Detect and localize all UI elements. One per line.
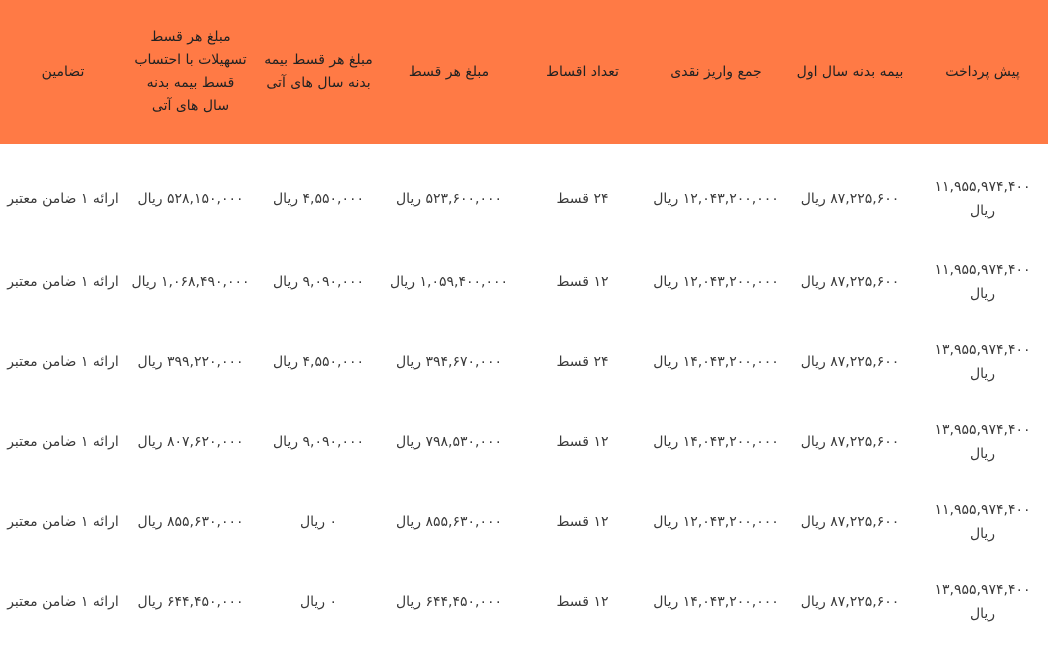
cell-installment-count: ۲۴ قسط bbox=[556, 191, 609, 207]
table-row bbox=[0, 562, 1048, 642]
cell-facility-installment: ۸۵۵,۶۳۰,۰۰۰ ریال bbox=[137, 514, 244, 530]
cell-total-cash-deposit: ۱۲,۰۴۳,۲۰۰,۰۰۰ ریال bbox=[653, 191, 779, 207]
cell-insurance-installment: ۹,۰۹۰,۰۰۰ ریال bbox=[272, 434, 365, 450]
header-installment-count: تعداد اقساط bbox=[546, 63, 619, 80]
header-facility-installment: مبلغ هر قسط تسهیلات با احتساب قسط بیمه بدنه سال های آتی bbox=[134, 29, 247, 114]
cell-first-year-insurance: ۸۷,۲۲۵,۶۰۰ ریال bbox=[800, 354, 900, 370]
cell-installment-amount: ۱,۰۵۹,۴۰۰,۰۰۰ ریال bbox=[389, 274, 509, 290]
cell-first-year-insurance: ۸۷,۲۲۵,۶۰۰ ریال bbox=[800, 594, 900, 610]
cell-insurance-installment: ۰ ریال bbox=[299, 514, 338, 530]
cell-installment-amount: ۵۲۳,۶۰۰,۰۰۰ ریال bbox=[395, 191, 503, 207]
cell-guarantees: ارائه ۱ ضامن معتبر bbox=[7, 594, 119, 610]
cell-facility-installment: ۶۴۴,۴۵۰,۰۰۰ ریال bbox=[137, 594, 244, 610]
cell-total-cash-deposit: ۱۴,۰۴۳,۲۰۰,۰۰۰ ریال bbox=[653, 434, 779, 450]
cell-guarantees: ارائه ۱ ضامن معتبر bbox=[7, 514, 119, 530]
cell-total-cash-deposit: ۱۴,۰۴۳,۲۰۰,۰۰۰ ریال bbox=[653, 354, 779, 370]
cell-guarantees: ارائه ۱ ضامن معتبر bbox=[7, 191, 119, 207]
cell-first-year-insurance: ۸۷,۲۲۵,۶۰۰ ریال bbox=[800, 191, 900, 207]
cell-installment-count: ۱۲ قسط bbox=[556, 594, 609, 610]
cell-insurance-installment: ۰ ریال bbox=[299, 594, 338, 610]
cell-installment-amount: ۸۵۵,۶۳۰,۰۰۰ ریال bbox=[395, 514, 503, 530]
cell-facility-installment: ۵۲۸,۱۵۰,۰۰۰ ریال bbox=[137, 191, 244, 207]
cell-guarantees: ارائه ۱ ضامن معتبر bbox=[7, 274, 119, 290]
table-row bbox=[0, 144, 1048, 242]
cell-prepayment: ۱۱,۹۵۵,۹۷۴,۴۰۰ ریال bbox=[934, 179, 1031, 219]
header-installment-amount: مبلغ هر قسط bbox=[408, 63, 490, 80]
cell-insurance-installment: ۴,۵۵۰,۰۰۰ ریال bbox=[272, 354, 365, 370]
header-prepayment: پیش پرداخت bbox=[945, 63, 1020, 80]
cell-installment-count: ۱۲ قسط bbox=[556, 274, 609, 290]
header-total-cash-deposit: جمع واریز نقدی bbox=[670, 63, 762, 80]
cell-facility-installment: ۳۹۹,۲۲۰,۰۰۰ ریال bbox=[137, 354, 244, 370]
table-row bbox=[0, 242, 1048, 322]
cell-installment-count: ۱۲ قسط bbox=[556, 434, 609, 450]
cell-prepayment: ۱۳,۹۵۵,۹۷۴,۴۰۰ ریال bbox=[934, 582, 1031, 622]
cell-installment-amount: ۷۹۸,۵۳۰,۰۰۰ ریال bbox=[395, 434, 503, 450]
cell-installment-amount: ۳۹۴,۶۷۰,۰۰۰ ریال bbox=[395, 354, 503, 370]
cell-installment-count: ۱۲ قسط bbox=[556, 514, 609, 530]
table-row bbox=[0, 322, 1048, 402]
cell-insurance-installment: ۹,۰۹۰,۰۰۰ ریال bbox=[272, 274, 365, 290]
cell-prepayment: ۱۱,۹۵۵,۹۷۴,۴۰۰ ریال bbox=[934, 502, 1031, 542]
cell-total-cash-deposit: ۱۲,۰۴۳,۲۰۰,۰۰۰ ریال bbox=[653, 514, 779, 530]
cell-installment-amount: ۶۴۴,۴۵۰,۰۰۰ ریال bbox=[395, 594, 503, 610]
header-insurance-installment: مبلغ هر قسط بیمه بدنه سال های آتی bbox=[264, 52, 373, 91]
cell-first-year-insurance: ۸۷,۲۲۵,۶۰۰ ریال bbox=[800, 434, 900, 450]
cell-facility-installment: ۸۰۷,۶۲۰,۰۰۰ ریال bbox=[137, 434, 244, 450]
cell-facility-installment: ۱,۰۶۸,۴۹۰,۰۰۰ ریال bbox=[131, 274, 250, 290]
cell-guarantees: ارائه ۱ ضامن معتبر bbox=[7, 434, 119, 450]
cell-prepayment: ۱۱,۹۵۵,۹۷۴,۴۰۰ ریال bbox=[934, 262, 1031, 302]
cell-prepayment: ۱۳,۹۵۵,۹۷۴,۴۰۰ ریال bbox=[934, 422, 1031, 462]
cell-total-cash-deposit: ۱۴,۰۴۳,۲۰۰,۰۰۰ ریال bbox=[653, 594, 779, 610]
cell-insurance-installment: ۴,۵۵۰,۰۰۰ ریال bbox=[272, 191, 365, 207]
table-row bbox=[0, 402, 1048, 482]
header-first-year-insurance: بیمه بدنه سال اول bbox=[796, 63, 904, 80]
cell-installment-count: ۲۴ قسط bbox=[556, 354, 609, 370]
cell-prepayment: ۱۳,۹۵۵,۹۷۴,۴۰۰ ریال bbox=[934, 342, 1031, 382]
cell-total-cash-deposit: ۱۲,۰۴۳,۲۰۰,۰۰۰ ریال bbox=[653, 274, 779, 290]
table-header-row bbox=[0, 0, 1048, 144]
cell-first-year-insurance: ۸۷,۲۲۵,۶۰۰ ریال bbox=[800, 514, 900, 530]
header-guarantees: تضامین bbox=[41, 63, 85, 80]
table-row bbox=[0, 482, 1048, 562]
cell-first-year-insurance: ۸۷,۲۲۵,۶۰۰ ریال bbox=[800, 274, 900, 290]
cell-guarantees: ارائه ۱ ضامن معتبر bbox=[7, 354, 119, 370]
